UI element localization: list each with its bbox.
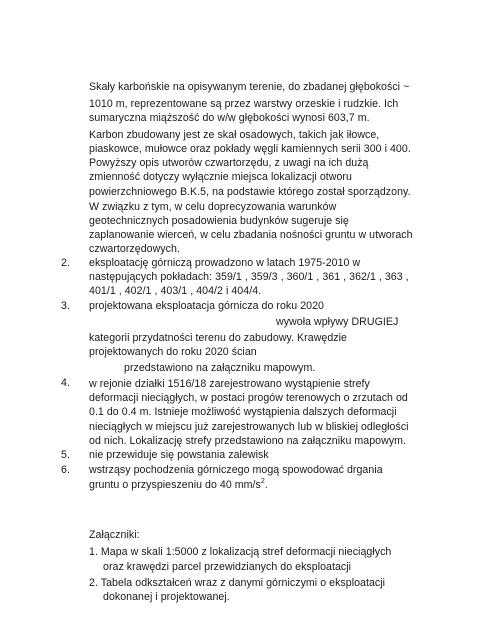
text-line: wywoła wpływy DRUGIEJ [276,316,399,328]
text-line: nie przewiduje się powstania zalewisk [89,449,269,461]
list-item-number: 6. [61,464,70,476]
text-line: od nich. Lokalizację strefy przedstawiono na załączniku mapowym. [89,435,407,447]
text-line: W związku z tym, w celu doprecyzowania warunków [89,201,337,213]
text-line: 401/1 , 402/1 , 403/1 , 404/2 i 404/4. [89,285,262,297]
text-line: w rejonie działki 1516/18 zarejestrowano wystąpienie strefy [89,378,370,390]
text-line: 1010 m, reprezentowane są przez warstwy orzeskie i rudzkie. Ich [89,98,399,110]
text-line: powierzchniowego B.K.5, na podstawie którego został sporządzony. [89,186,411,198]
text-line: czwartorzędowych. [89,243,180,255]
attachment-item: dokonanej i projektowanej. [103,591,230,603]
text-line: wstrząsy pochodzenia górniczego mogą spowodować drgania [89,464,383,476]
text-span: . [264,479,268,491]
text-line: zmienność dotyczy wyłącznie miejsca lokalizacji otworu [89,171,352,183]
text-line: projektowanych do roku 2020 ścian [89,346,257,358]
attachment-item: 2. Tabela odkształceń wraz z danymi górniczymi o eksploatacji [89,577,386,589]
text-line: 0.1 do 0.4 m. Istnieje możliwość wystąpienia dalszych deformacji [89,406,397,418]
text-line: piaskowce, mułowce oraz pokłady węgli kamiennych serii 300 i 400. [89,143,411,155]
text-line: kategorii przydatności terenu do zabudowy. Krawędzie [89,332,347,344]
superscript: 2 [260,478,265,485]
text-span: gruntu o przyspieszeniu do 40 mm/s [89,479,261,491]
text-line: projektowana eksploatacja górnicza do roku 2020 [89,300,324,312]
text-line: Skały karbońskie na opisywanym terenie, do zbadanej głębokości ~ [89,81,410,93]
list-item-number: 2. [61,257,70,269]
text-line: geotechnicznych posadowienia budynków sugeruje się [89,215,349,227]
text-line: nieciągłych w miejscu już zarejestrowanych lub w bliskiej odległości [89,421,409,433]
list-item-number: 5. [61,449,70,461]
text-line: eksploatację górniczą prowadzono w latach 1975-2010 w [89,257,361,269]
text-line: zaplanowanie wierceń, w celu zbadania nośności gruntu w utworach [89,229,413,241]
text-line: następujących pokładach: 359/1 , 359/3 , 360/1 , 361 , 362/1 , 363 , [89,271,409,283]
attachments-heading: Załączniki: [89,529,140,541]
text-line: Karbon zbudowany jest ze skał osadowych, takich jak iłowce, [89,129,380,141]
text-line [89,478,268,492]
text-line: deformacji nieciągłych, w postaci progów terenowych o zrzutach od [89,392,408,404]
attachment-item: oraz krawędzi parcel przewidzianych do eksploatacji [103,561,352,573]
text-line: Powyższy opis utworów czwartorzędu, z uwagi na ich dużą [89,157,369,169]
list-item-number: 3. [61,300,70,312]
text-line: sumaryczna miąższość do w/w głębokości wynosi 603,7 m. [89,112,370,124]
attachment-item: 1. Mapa w skali 1:5000 z lokalizacją stref deformacji nieciągłych [89,546,392,558]
text-line: przedstawiono na załączniku mapowym. [124,362,316,374]
list-item-number: 4. [61,377,70,389]
